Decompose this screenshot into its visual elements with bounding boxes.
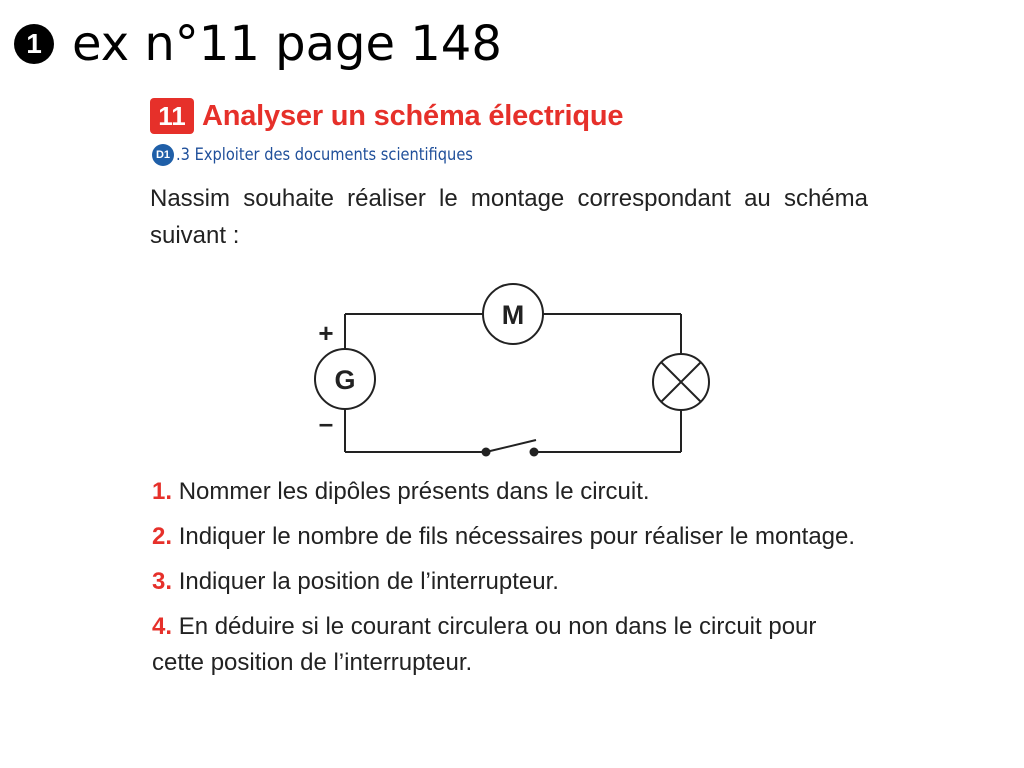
- slide-title: [14, 12, 502, 76]
- number-one-icon: 1: [14, 24, 54, 64]
- intro-text: Nassim souhaite réaliser le montage correspondant au schéma suivant :: [150, 185, 868, 249]
- question-number: 2.: [152, 523, 173, 550]
- switch-contact-right: [530, 448, 539, 457]
- question-4: [152, 609, 870, 681]
- switch-contact-left: [482, 448, 491, 457]
- questions-list: [152, 474, 870, 690]
- exercise-block: [150, 92, 878, 254]
- exercise-number-badge: 11: [150, 98, 194, 134]
- question-3: [152, 564, 870, 600]
- circuit-diagram: [150, 282, 730, 467]
- motor-label: M: [501, 300, 525, 330]
- skill-text: .3 Exploiter des documents scientifiques: [176, 145, 473, 165]
- question-2: [152, 519, 870, 555]
- generator-label: G: [334, 365, 356, 395]
- question-text: Nommer les dipôles présents dans le circuit.: [178, 478, 650, 505]
- exercise-title: Analyser un schéma électrique: [202, 99, 624, 132]
- question-number: 1.: [152, 478, 173, 505]
- skill-code-badge: D1: [152, 144, 174, 166]
- question-text: Indiquer la position de l’interrupteur.: [178, 568, 559, 595]
- slide-title-text: ex n°11 page 148: [72, 16, 502, 72]
- switch-lever: [486, 440, 536, 452]
- plus-sign: +: [318, 318, 334, 348]
- minus-sign: –: [318, 408, 334, 438]
- question-text: En déduire si le courant circulera ou non dans le circuit pour cette position de l’interrupteur.: [152, 613, 817, 676]
- question-number: 4.: [152, 613, 173, 640]
- exercise-header: [150, 92, 878, 140]
- question-text: Indiquer le nombre de fils nécessaires pour réaliser le montage.: [178, 523, 856, 550]
- skill-line: [152, 140, 878, 170]
- question-1: [152, 474, 870, 510]
- question-number: 3.: [152, 568, 173, 595]
